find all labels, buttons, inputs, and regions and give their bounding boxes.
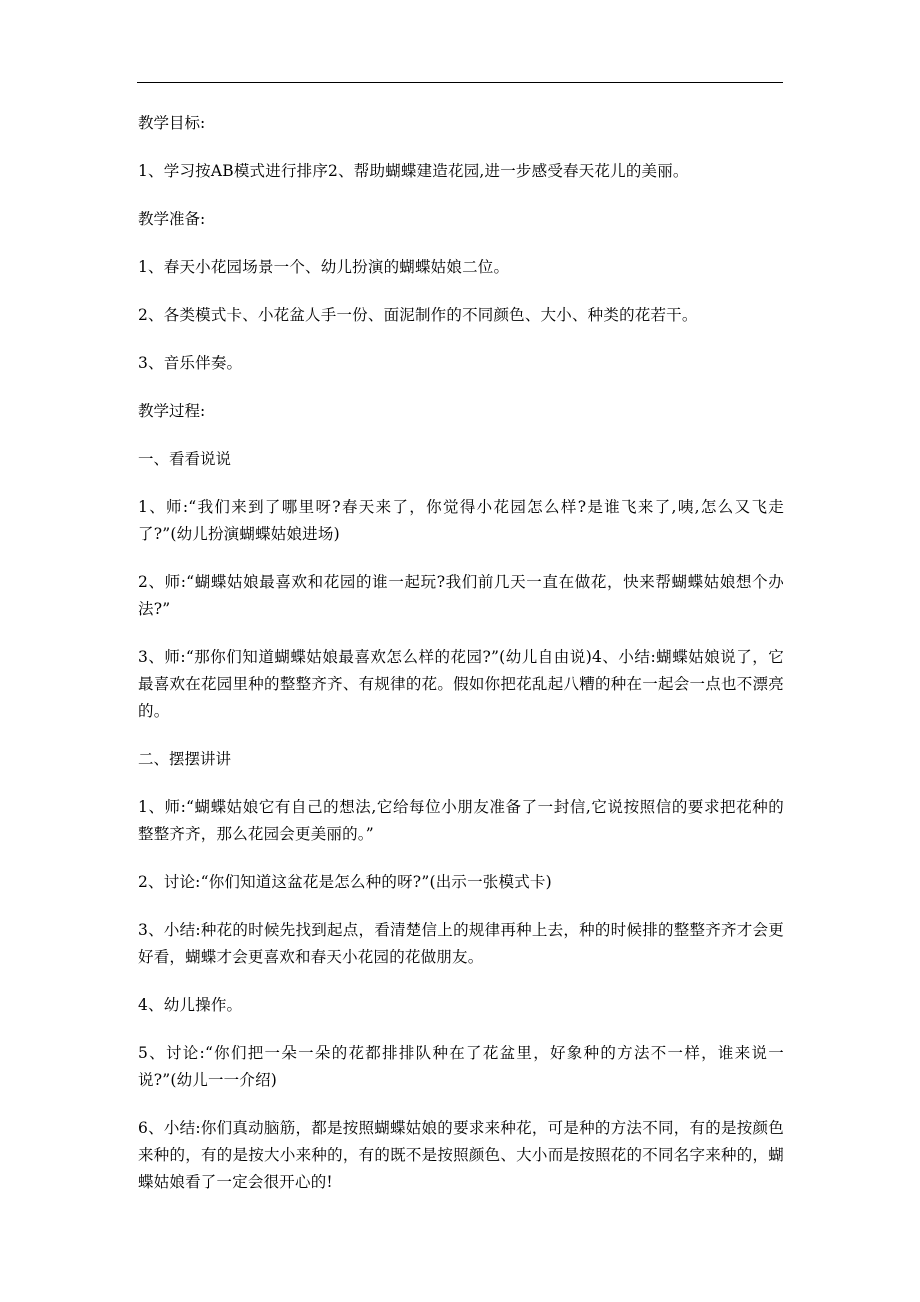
look-and-talk-item-1: 1、师:“我们来到了哪里呀?春天来了，你觉得小花园怎么样?是谁飞来了,咦,怎么又飞走了?”(幼儿扮演蝴蝶姑娘进场) — [138, 498, 784, 543]
arrange-and-talk-item-2: 2、讨论:“你们知道这盆花是怎么种的呀?”(出示一张模式卡) — [138, 873, 552, 891]
preparation-item-1: 1、春天小花园场景一个、幼儿扮演的蝴蝶姑娘二位。 — [138, 258, 510, 276]
preparation-item-2: 2、各类模式卡、小花盆人手一份、面泥制作的不同颜色、大小、种类的花若干。 — [138, 306, 698, 324]
preparation-item-3: 3、音乐伴奏。 — [138, 354, 243, 372]
arrange-and-talk-item-5: 5、讨论:“你们把一朵一朵的花都排排队种在了花盆里，好象种的方法不一样，谁来说一说?”(幼儿一一介绍) — [138, 1044, 784, 1089]
arrange-and-talk-item-4: 4、幼儿操作。 — [138, 996, 243, 1014]
look-and-talk-item-3: 3、师:“那你们知道蝴蝶姑娘最喜欢怎么样的花园?”(幼儿自由说)4、小结:蝴蝶姑娘说了，它最喜欢在花园里种的整整齐齐、有规律的花。假如你把花乱起八糟的种在一起会一点也不漂亮的。 — [138, 648, 784, 720]
goals-item-1: 1、学习按AB模式进行排序2、帮助蝴蝶建造花园,进一步感受春天花儿的美丽。 — [138, 162, 689, 180]
header-rule — [137, 82, 783, 83]
section-heading-goals: 教学目标: — [138, 114, 206, 132]
subsection-heading-arrange-and-talk: 二、摆摆讲讲 — [138, 750, 232, 768]
section-heading-process: 教学过程: — [138, 402, 206, 420]
arrange-and-talk-item-1: 1、师:“蝴蝶姑娘它有自己的想法,它给每位小朋友准备了一封信,它说按照信的要求把花种的整整齐齐，那么花园会更美丽的。” — [138, 798, 784, 843]
subsection-heading-look-and-talk: 一、看看说说 — [138, 450, 232, 468]
section-heading-preparation: 教学准备: — [138, 210, 206, 228]
look-and-talk-item-2: 2、师:“蝴蝶姑娘最喜欢和花园的谁一起玩?我们前几天一直在做花，快来帮蝴蝶姑娘想个办法?” — [138, 573, 784, 618]
arrange-and-talk-item-3: 3、小结:种花的时候先找到起点，看清楚信上的规律再种上去，种的时候排的整整齐齐才会更好看，蝴蝶才会更喜欢和春天小花园的花做朋友。 — [138, 921, 784, 966]
document-body — [138, 110, 784, 1217]
arrange-and-talk-item-6: 6、小结:你们真动脑筋，都是按照蝴蝶姑娘的要求来种花，可是种的方法不同，有的是按颜色来种的，有的是按大小来种的，有的既不是按照颜色、大小而是按照花的不同名字来种的，蝴蝶姑娘看了一定会很开心的! — [138, 1119, 784, 1191]
